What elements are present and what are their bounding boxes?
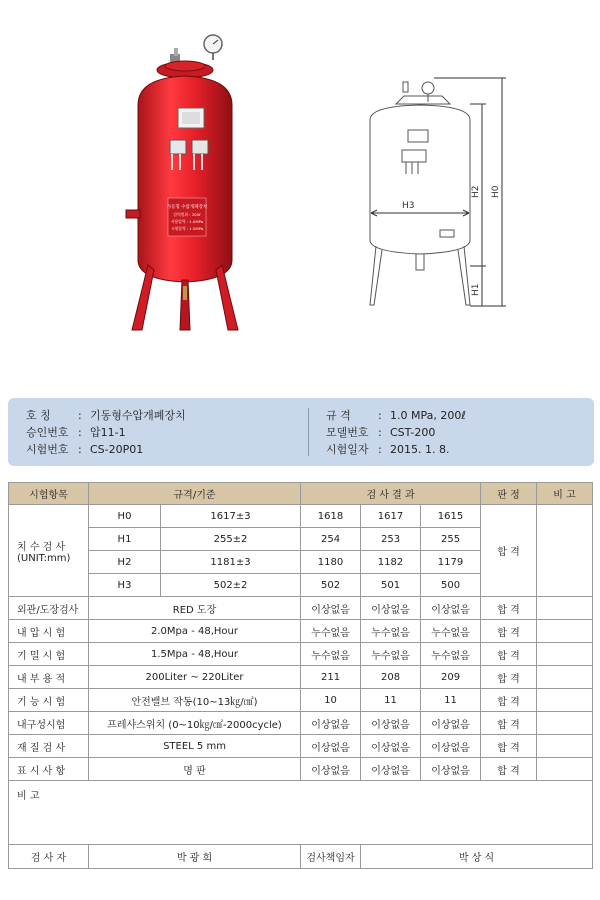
product-info-left bbox=[26, 407, 186, 458]
info-row-name bbox=[26, 407, 186, 424]
product-info-right bbox=[326, 407, 466, 458]
dimension-name: H2 bbox=[89, 551, 161, 574]
dimension-spec: 1181±3 bbox=[161, 551, 301, 574]
result-3: 11 bbox=[421, 689, 481, 712]
info-colon: : bbox=[378, 409, 382, 422]
result-2: 1182 bbox=[361, 551, 421, 574]
tank-label-line3: 시험압력 : 1.5MPa bbox=[170, 226, 204, 231]
info-colon: : bbox=[78, 443, 82, 456]
dimension-name: H3 bbox=[89, 574, 161, 597]
judgement: 합 격 bbox=[481, 597, 537, 620]
note-cell bbox=[537, 758, 593, 781]
info-label: 승인번호 bbox=[26, 426, 69, 439]
tank-label-line1: 압력범위 : 200ℓ bbox=[173, 212, 201, 217]
info-colon: : bbox=[78, 409, 82, 422]
dimension-judgement: 합 격 bbox=[481, 505, 537, 597]
result-2: 이상없음 bbox=[361, 758, 421, 781]
table-row bbox=[9, 735, 593, 758]
result-1: 누수없음 bbox=[301, 643, 361, 666]
header-note: 비 고 bbox=[537, 483, 593, 505]
info-label: 모델번호 bbox=[326, 426, 369, 439]
result-3: 255 bbox=[421, 528, 481, 551]
info-colon: : bbox=[78, 426, 82, 439]
result-3: 1615 bbox=[421, 505, 481, 528]
dimension-spec: 502±2 bbox=[161, 574, 301, 597]
note-cell bbox=[537, 597, 593, 620]
result-1: 254 bbox=[301, 528, 361, 551]
inspector-name: 박 광 희 bbox=[89, 845, 301, 869]
table-row bbox=[9, 666, 593, 689]
dimension-item-label: 치 수 검 사 bbox=[17, 541, 66, 553]
dimension-spec: 255±2 bbox=[161, 528, 301, 551]
result-3: 이상없음 bbox=[421, 758, 481, 781]
result-3: 이상없음 bbox=[421, 735, 481, 758]
judgement: 합 격 bbox=[481, 735, 537, 758]
table-row bbox=[9, 689, 593, 712]
info-colon: : bbox=[378, 443, 382, 456]
note-cell bbox=[537, 712, 593, 735]
header-judgement: 판 정 bbox=[481, 483, 537, 505]
info-row-approval bbox=[26, 424, 186, 441]
dimension-label-h1: H1 bbox=[471, 283, 481, 296]
header-test-item: 시험항목 bbox=[9, 483, 89, 505]
result-2: 이상없음 bbox=[361, 735, 421, 758]
test-item: 재 질 검 사 bbox=[9, 735, 89, 758]
judgement: 합 격 bbox=[481, 689, 537, 712]
info-divider bbox=[308, 408, 309, 456]
test-spec: 프레샤스위치 (0~10㎏/㎠-2000cycle) bbox=[89, 712, 301, 735]
table-row bbox=[9, 620, 593, 643]
note-cell bbox=[537, 735, 593, 758]
judgement: 합 격 bbox=[481, 712, 537, 735]
result-3: 1179 bbox=[421, 551, 481, 574]
result-2: 501 bbox=[361, 574, 421, 597]
info-value: CS-20P01 bbox=[90, 443, 144, 456]
product-photo bbox=[110, 30, 260, 340]
result-3: 이상없음 bbox=[421, 712, 481, 735]
info-row-spec bbox=[326, 407, 466, 424]
test-spec: 안전밸브 작동(10~13㎏/㎠) bbox=[89, 689, 301, 712]
result-1: 이상없음 bbox=[301, 758, 361, 781]
dimension-name: H1 bbox=[89, 528, 161, 551]
result-1: 이상없음 bbox=[301, 735, 361, 758]
judgement: 합 격 bbox=[481, 666, 537, 689]
result-2: 208 bbox=[361, 666, 421, 689]
result-1: 502 bbox=[301, 574, 361, 597]
manager-name: 박 상 식 bbox=[361, 845, 593, 869]
result-1: 1180 bbox=[301, 551, 361, 574]
info-value: 압11-1 bbox=[90, 426, 126, 439]
note-cell bbox=[537, 666, 593, 689]
tank-label-title: 가동형 수압개폐장치 bbox=[166, 205, 208, 210]
result-3: 누수없음 bbox=[421, 620, 481, 643]
test-item: 외관/도장검사 bbox=[9, 597, 89, 620]
header-spec: 규격/기준 bbox=[89, 483, 301, 505]
product-info-box bbox=[8, 398, 594, 466]
result-3: 누수없음 bbox=[421, 643, 481, 666]
dimension-item-cell bbox=[9, 505, 89, 597]
info-label: 규 격 bbox=[326, 409, 351, 422]
inspection-table bbox=[8, 482, 593, 869]
result-2: 누수없음 bbox=[361, 643, 421, 666]
remarks-row bbox=[9, 781, 593, 845]
table-row bbox=[9, 505, 593, 528]
result-1: 이상없음 bbox=[301, 712, 361, 735]
info-value: CST-200 bbox=[390, 426, 436, 439]
info-colon: : bbox=[378, 426, 382, 439]
manager-label: 검사책임자 bbox=[301, 845, 361, 869]
dimension-name: H0 bbox=[89, 505, 161, 528]
test-item: 내구성시험 bbox=[9, 712, 89, 735]
table-row bbox=[9, 758, 593, 781]
result-2: 253 bbox=[361, 528, 421, 551]
test-spec: 200Liter ~ 220Liter bbox=[89, 666, 301, 689]
dimension-note bbox=[537, 505, 593, 597]
signature-row bbox=[9, 845, 593, 869]
result-3: 이상없음 bbox=[421, 597, 481, 620]
judgement: 합 격 bbox=[481, 620, 537, 643]
test-item: 내 부 용 적 bbox=[9, 666, 89, 689]
dimension-spec: 1617±3 bbox=[161, 505, 301, 528]
info-value: 2015. 1. 8. bbox=[390, 443, 450, 456]
info-label: 호 칭 bbox=[26, 409, 51, 422]
result-2: 1617 bbox=[361, 505, 421, 528]
note-cell bbox=[537, 689, 593, 712]
table-header-row bbox=[9, 483, 593, 505]
table-row bbox=[9, 712, 593, 735]
result-1: 누수없음 bbox=[301, 620, 361, 643]
info-value: 기동형수압개폐장치 bbox=[90, 409, 186, 422]
result-1: 211 bbox=[301, 666, 361, 689]
result-2: 누수없음 bbox=[361, 620, 421, 643]
result-1: 이상없음 bbox=[301, 597, 361, 620]
result-3: 209 bbox=[421, 666, 481, 689]
judgement: 합 격 bbox=[481, 758, 537, 781]
info-label: 시험일자 bbox=[326, 443, 369, 456]
info-row-model bbox=[326, 424, 466, 441]
dimension-label-h0: H0 bbox=[491, 185, 501, 198]
test-spec: RED 도장 bbox=[89, 597, 301, 620]
test-item: 표 시 사 항 bbox=[9, 758, 89, 781]
result-2: 이상없음 bbox=[361, 712, 421, 735]
info-row-test-number bbox=[26, 441, 186, 458]
test-spec: 1.5Mpa - 48,Hour bbox=[89, 643, 301, 666]
red-pressure-tank-image bbox=[110, 30, 260, 340]
test-spec: 2.0Mpa - 48,Hour bbox=[89, 620, 301, 643]
table-row bbox=[9, 643, 593, 666]
header-result: 검 사 결 과 bbox=[301, 483, 481, 505]
info-row-test-date bbox=[326, 441, 466, 458]
remarks-label: 비 고 bbox=[9, 781, 593, 845]
test-item: 내 압 시 험 bbox=[9, 620, 89, 643]
tank-label-line2: 사용압력 : 1.0MPa bbox=[170, 219, 204, 224]
note-cell bbox=[537, 620, 593, 643]
dimension-label-h2: H2 bbox=[471, 185, 481, 198]
dimension-drawing bbox=[330, 70, 520, 320]
inspector-label: 검 사 자 bbox=[9, 845, 89, 869]
dimension-unit-label: (UNIT:mm) bbox=[17, 552, 71, 564]
result-1: 10 bbox=[301, 689, 361, 712]
table-row bbox=[9, 597, 593, 620]
result-3: 500 bbox=[421, 574, 481, 597]
result-2: 이상없음 bbox=[361, 597, 421, 620]
dimension-label-h3: H3 bbox=[402, 201, 415, 211]
result-1: 1618 bbox=[301, 505, 361, 528]
result-2: 11 bbox=[361, 689, 421, 712]
judgement: 합 격 bbox=[481, 643, 537, 666]
test-spec: 명 판 bbox=[89, 758, 301, 781]
test-item: 기 밀 시 험 bbox=[9, 643, 89, 666]
test-spec: STEEL 5 mm bbox=[89, 735, 301, 758]
test-item: 기 능 시 험 bbox=[9, 689, 89, 712]
info-label: 시험번호 bbox=[26, 443, 69, 456]
info-value: 1.0 MPa, 200ℓ bbox=[390, 409, 466, 422]
note-cell bbox=[537, 643, 593, 666]
